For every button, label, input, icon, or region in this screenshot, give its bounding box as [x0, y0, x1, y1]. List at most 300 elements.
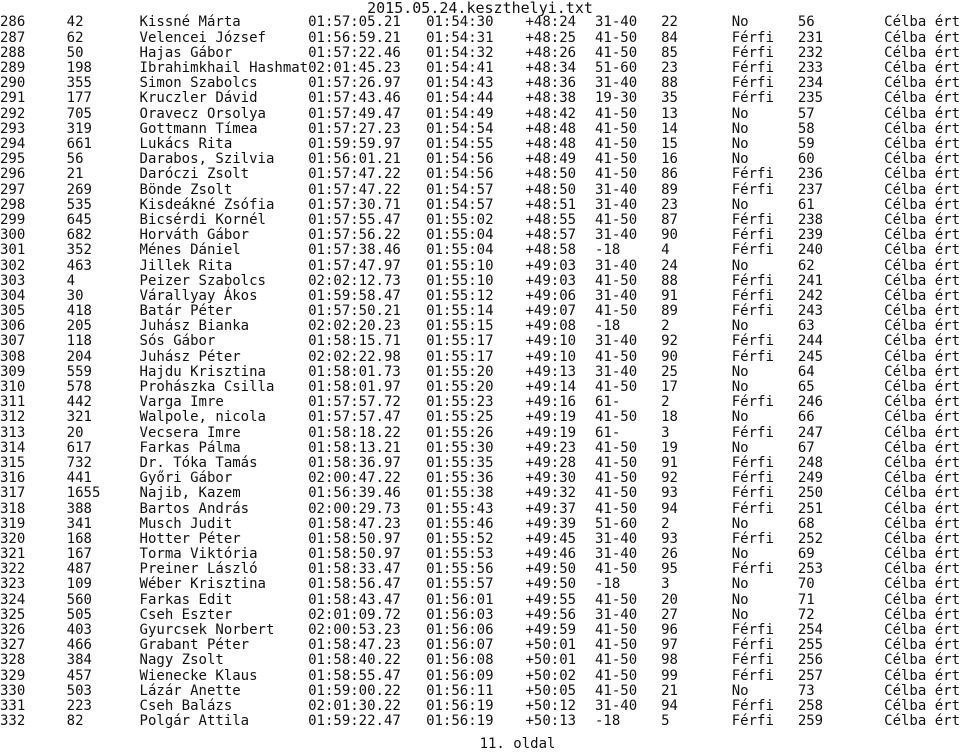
- table-row: [0, 684, 960, 699]
- cell-age-group-place: 89: [661, 303, 678, 320]
- cell-age-group: 41-50: [594, 272, 638, 289]
- cell-status: Célba ért: [884, 424, 960, 441]
- cell-name: Grabant Péter: [139, 637, 250, 654]
- cell-gap: +49:19: [525, 409, 577, 426]
- table-row: [0, 441, 960, 456]
- cell-age-group: 31-40: [594, 333, 638, 350]
- cell-age-group: 41-50: [594, 166, 638, 183]
- table-row: [0, 365, 960, 380]
- cell-gap: +49:06: [525, 287, 577, 304]
- cell-bib: 352: [66, 242, 92, 259]
- cell-status: Célba ért: [884, 227, 960, 244]
- cell-bib: 388: [66, 500, 92, 517]
- cell-name: Ménes Dániel: [139, 242, 241, 259]
- cell-bib: 62: [66, 29, 84, 46]
- cell-place: 289: [0, 60, 26, 77]
- cell-gender: Férfi: [731, 454, 774, 471]
- cell-age-group: 41-50: [594, 44, 638, 61]
- cell-place: 330: [0, 682, 26, 699]
- cell-net-time: 01:56:01: [426, 591, 494, 608]
- cell-place: 306: [0, 318, 26, 335]
- cell-place: 313: [0, 424, 26, 441]
- cell-gun-time: 01:57:43.46: [308, 90, 401, 107]
- cell-place: 323: [0, 576, 26, 593]
- cell-name: Wéber Krisztina: [139, 576, 266, 593]
- cell-name: Varga Imre: [139, 394, 224, 411]
- cell-status: Célba ért: [884, 90, 960, 107]
- cell-place: 329: [0, 667, 26, 684]
- cell-status: Célba ért: [884, 591, 960, 608]
- cell-bib: 21: [66, 166, 84, 183]
- cell-place: 307: [0, 333, 26, 350]
- cell-gender: Férfi: [731, 75, 774, 92]
- cell-gender-place: 257: [797, 667, 824, 684]
- cell-gender: Férfi: [731, 637, 774, 654]
- cell-gun-time: 01:58:47.23: [308, 637, 401, 654]
- cell-age-group-place: 91: [661, 454, 678, 471]
- cell-status: Célba ért: [884, 485, 960, 502]
- cell-status: Célba ért: [884, 667, 960, 684]
- cell-bib: 198: [66, 60, 92, 77]
- cell-name: Polgár Attila: [139, 713, 250, 730]
- cell-gun-time: 01:58:01.73: [308, 363, 401, 380]
- cell-gender: No: [731, 13, 749, 30]
- table-row: [0, 198, 960, 213]
- cell-age-group-place: 4: [661, 242, 670, 259]
- cell-bib: 223: [66, 697, 92, 714]
- cell-gender: Férfi: [731, 287, 774, 304]
- cell-age-group-place: 96: [661, 622, 678, 638]
- cell-gender-place: 231: [797, 29, 824, 46]
- cell-place: 290: [0, 75, 26, 92]
- cell-age-group: 19-30: [594, 90, 638, 107]
- cell-name: Farkas Edit: [139, 591, 233, 608]
- cell-place: 310: [0, 379, 26, 395]
- cell-age-group: 41-50: [594, 151, 638, 168]
- cell-age-group: -18: [594, 318, 621, 335]
- cell-gender: No: [731, 257, 749, 274]
- table-row: [0, 167, 960, 182]
- table-row: [0, 395, 960, 410]
- table-row: [0, 213, 960, 228]
- cell-name: Várallyay Ákos: [139, 287, 258, 304]
- cell-gap: +48:26: [525, 44, 577, 61]
- cell-name: Walpole, nicola: [139, 409, 266, 426]
- cell-gun-time: 02:02:20.23: [308, 318, 401, 335]
- cell-net-time: 01:55:36: [426, 470, 494, 487]
- table-row: [0, 471, 960, 486]
- cell-gender: Férfi: [731, 500, 774, 517]
- cell-status: Célba ért: [884, 439, 960, 456]
- cell-bib: 487: [66, 561, 92, 578]
- cell-gender: No: [731, 439, 749, 456]
- cell-status: Célba ért: [884, 561, 960, 578]
- cell-net-time: 01:56:11: [426, 682, 494, 699]
- table-row: [0, 714, 960, 729]
- cell-status: Célba ért: [884, 348, 960, 365]
- cell-gender: Férfi: [731, 333, 774, 350]
- cell-gun-time: 01:58:47.23: [308, 515, 401, 532]
- table-row: [0, 137, 960, 152]
- cell-age-group-place: 18: [661, 409, 678, 426]
- cell-gender: No: [731, 546, 749, 563]
- cell-age-group: 31-40: [594, 227, 638, 244]
- cell-gender-place: 236: [797, 166, 824, 183]
- cell-age-group-place: 5: [661, 713, 670, 730]
- cell-net-time: 01:54:30: [426, 13, 494, 30]
- cell-age-group-place: 90: [661, 227, 678, 244]
- cell-gun-time: 01:58:33.47: [308, 561, 401, 578]
- cell-age-group: 41-50: [594, 667, 638, 684]
- cell-bib: 168: [66, 530, 92, 547]
- cell-age-group-place: 22: [661, 13, 678, 30]
- cell-gun-time: 01:57:55.47: [308, 211, 401, 228]
- cell-status: Célba ért: [884, 652, 960, 669]
- cell-status: Célba ért: [884, 682, 960, 699]
- cell-net-time: 01:55:17: [426, 348, 494, 365]
- cell-gap: +49:13: [525, 363, 577, 380]
- cell-net-time: 01:56:06: [426, 622, 494, 638]
- document-title: 2015.05.24.keszthelyi.txt: [367, 0, 593, 17]
- cell-bib: 732: [66, 454, 92, 471]
- cell-gender-place: 251: [797, 500, 824, 517]
- cell-gap: +50:13: [525, 713, 577, 730]
- cell-gender-place: 233: [797, 60, 824, 77]
- cell-gun-time: 02:02:12.73: [308, 272, 401, 289]
- cell-status: Célba ért: [884, 454, 960, 471]
- cell-gender-place: 58: [797, 120, 815, 137]
- cell-place: 302: [0, 257, 26, 274]
- cell-bib: 661: [66, 136, 92, 152]
- cell-bib: 341: [66, 515, 92, 532]
- cell-place: 317: [0, 485, 26, 502]
- cell-age-group: 41-50: [594, 591, 638, 608]
- cell-name: Farkas Pálma: [139, 439, 241, 456]
- cell-gender: No: [731, 682, 749, 699]
- cell-status: Célba ért: [884, 576, 960, 593]
- table-row: [0, 14, 960, 31]
- cell-place: 299: [0, 211, 26, 228]
- cell-gun-time: 02:01:30.22: [308, 697, 401, 714]
- cell-gender: Férfi: [731, 227, 774, 244]
- cell-gender: No: [731, 576, 749, 593]
- table-row: [0, 577, 960, 592]
- cell-place: 318: [0, 500, 26, 517]
- cell-age-group: 41-50: [594, 500, 638, 517]
- cell-age-group: 41-50: [594, 303, 638, 320]
- cell-gap: +48:42: [525, 105, 577, 122]
- cell-age-group-place: 85: [661, 44, 678, 61]
- cell-age-group: 41-50: [594, 682, 638, 699]
- cell-status: Célba ért: [884, 546, 960, 563]
- cell-status: Célba ért: [884, 394, 960, 411]
- cell-gap: +49:56: [525, 606, 577, 623]
- cell-gap: +50:02: [525, 667, 577, 684]
- cell-age-group: 31-40: [594, 697, 638, 714]
- cell-gap: +48:57: [525, 227, 577, 244]
- cell-gun-time: 01:57:57.47: [308, 409, 401, 426]
- cell-status: Célba ért: [884, 500, 960, 517]
- cell-status: Célba ért: [884, 136, 960, 152]
- cell-gun-time: 01:57:56.22: [308, 227, 401, 244]
- cell-gap: +48:24: [525, 13, 577, 30]
- table-row: [0, 152, 960, 167]
- cell-name: Najib, Kazem: [139, 485, 241, 502]
- cell-gap: +48:34: [525, 60, 577, 77]
- cell-status: Célba ért: [884, 272, 960, 289]
- cell-bib: 205: [66, 318, 92, 335]
- cell-gender-place: 245: [797, 348, 824, 365]
- cell-gun-time: 02:01:45.23: [308, 60, 401, 77]
- cell-gap: +49:08: [525, 318, 577, 335]
- cell-gun-time: 01:56:59.21: [308, 29, 401, 46]
- cell-age-group: 41-50: [594, 379, 638, 395]
- cell-gun-time: 01:58:40.22: [308, 652, 401, 669]
- cell-age-group-place: 84: [661, 29, 678, 46]
- cell-gender: Férfi: [731, 29, 774, 46]
- cell-gender: Férfi: [731, 181, 774, 198]
- table-row: [0, 243, 960, 258]
- cell-name: Juhász Bianka: [139, 318, 250, 335]
- cell-bib: 4: [66, 272, 76, 289]
- cell-gender: No: [731, 318, 749, 335]
- cell-place: 288: [0, 44, 26, 61]
- cell-name: Sós Gábor: [139, 333, 216, 350]
- cell-gap: +49:39: [525, 515, 577, 532]
- cell-gap: +48:36: [525, 75, 577, 92]
- table-row: [0, 638, 960, 653]
- cell-place: 297: [0, 181, 26, 198]
- cell-gap: +48:55: [525, 211, 577, 228]
- cell-net-time: 01:56:03: [426, 606, 494, 623]
- cell-status: Célba ért: [884, 530, 960, 547]
- cell-gun-time: 01:59:00.22: [308, 682, 401, 699]
- cell-net-time: 01:55:52: [426, 530, 494, 547]
- cell-place: 303: [0, 272, 26, 289]
- cell-gun-time: 01:58:13.21: [308, 439, 401, 456]
- cell-gender-place: 241: [797, 272, 824, 289]
- cell-place: 292: [0, 105, 26, 122]
- cell-age-group-place: 17: [661, 379, 678, 395]
- cell-name: Batár Péter: [139, 303, 233, 320]
- table-row: [0, 425, 960, 440]
- cell-gender-place: 73: [797, 682, 815, 699]
- cell-place: 296: [0, 166, 26, 183]
- cell-place: 308: [0, 348, 26, 365]
- cell-name: Horváth Gábor: [139, 227, 250, 244]
- cell-age-group-place: 2: [661, 515, 670, 532]
- cell-age-group: 41-50: [594, 652, 638, 669]
- cell-age-group-place: 27: [661, 606, 678, 623]
- cell-status: Célba ért: [884, 75, 960, 92]
- cell-place: 332: [0, 713, 26, 730]
- cell-gender-place: 60: [797, 151, 815, 168]
- cell-bib: 109: [66, 576, 92, 593]
- cell-gun-time: 01:57:38.46: [308, 242, 401, 259]
- cell-bib: 167: [66, 546, 92, 563]
- cell-gender-place: 253: [797, 561, 824, 578]
- cell-gap: +49:32: [525, 485, 577, 502]
- cell-gender: No: [731, 606, 749, 623]
- cell-place: 331: [0, 697, 26, 714]
- cell-name: Ibrahimkhail Hashmat: [139, 60, 309, 77]
- cell-age-group: 61-: [594, 424, 621, 441]
- cell-bib: 50: [66, 44, 84, 61]
- cell-gap: +48:48: [525, 136, 577, 152]
- cell-gender-place: 71: [797, 591, 815, 608]
- cell-gender: No: [731, 136, 749, 152]
- table-row: [0, 274, 960, 289]
- cell-gender-place: 240: [797, 242, 824, 259]
- cell-gun-time: 01:57:05.21: [308, 13, 401, 30]
- cell-gun-time: 01:58:01.97: [308, 379, 401, 395]
- cell-gender: No: [731, 515, 749, 532]
- cell-net-time: 01:55:02: [426, 211, 494, 228]
- cell-bib: 321: [66, 409, 92, 426]
- cell-net-time: 01:54:41: [426, 60, 494, 77]
- cell-net-time: 01:55:43: [426, 500, 494, 517]
- cell-gender: Férfi: [731, 303, 774, 320]
- cell-gun-time: 01:59:22.47: [308, 713, 401, 730]
- cell-gender-place: 56: [797, 13, 815, 30]
- table-row: [0, 107, 960, 122]
- cell-gun-time: 02:00:29.73: [308, 500, 401, 517]
- cell-name: Dr. Tóka Tamás: [139, 454, 258, 471]
- cell-gap: +50:05: [525, 682, 577, 699]
- cell-gun-time: 01:57:26.97: [308, 75, 401, 92]
- cell-net-time: 01:54:57: [426, 181, 494, 198]
- cell-name: Kissné Márta: [139, 13, 241, 30]
- cell-gender: No: [731, 105, 749, 122]
- cell-name: Hajas Gábor: [139, 44, 233, 61]
- cell-gun-time: 01:58:56.47: [308, 576, 401, 593]
- cell-net-time: 01:55:04: [426, 242, 494, 259]
- table-row: [0, 668, 960, 683]
- cell-name: Bicsérdi Kornél: [139, 211, 266, 228]
- cell-gender: Férfi: [731, 530, 774, 547]
- cell-gender-place: 66: [797, 409, 815, 426]
- cell-bib: 42: [66, 13, 84, 30]
- cell-place: 293: [0, 120, 26, 137]
- cell-age-group: 41-50: [594, 211, 638, 228]
- cell-name: Kruczler Dávid: [139, 90, 258, 107]
- table-row: [0, 547, 960, 562]
- table-row: [0, 501, 960, 516]
- cell-name: Vecsera Imre: [139, 424, 241, 441]
- cell-name: Cseh Eszter: [139, 606, 233, 623]
- cell-gender-place: 235: [797, 90, 824, 107]
- cell-age-group: 41-50: [594, 485, 638, 502]
- cell-net-time: 01:55:10: [426, 272, 494, 289]
- table-row: [0, 182, 960, 197]
- cell-age-group: 41-50: [594, 622, 638, 638]
- cell-name: Hotter Péter: [139, 530, 241, 547]
- cell-gender-place: 255: [797, 637, 824, 654]
- table-row: [0, 46, 960, 61]
- results-table-body: [0, 14, 960, 729]
- cell-age-group: 41-50: [594, 561, 638, 578]
- cell-status: Célba ért: [884, 196, 960, 213]
- cell-net-time: 01:55:53: [426, 546, 494, 563]
- cell-gender-place: 61: [797, 196, 815, 213]
- cell-age-group-place: 20: [661, 591, 678, 608]
- cell-age-group-place: 14: [661, 120, 678, 137]
- cell-bib: 645: [66, 211, 92, 228]
- cell-gender: No: [731, 379, 749, 395]
- cell-age-group: 31-40: [594, 75, 638, 92]
- cell-net-time: 01:54:55: [426, 136, 494, 152]
- cell-name: Cseh Balázs: [139, 697, 233, 714]
- cell-gun-time: 02:00:53.23: [308, 622, 401, 638]
- cell-net-time: 01:56:19: [426, 713, 494, 730]
- cell-gap: +48:38: [525, 90, 577, 107]
- cell-gender-place: 59: [797, 136, 815, 152]
- cell-age-group-place: 21: [661, 682, 678, 699]
- cell-age-group: -18: [594, 242, 621, 259]
- cell-place: 311: [0, 394, 26, 411]
- cell-place: 298: [0, 196, 26, 213]
- cell-gap: +48:49: [525, 151, 577, 168]
- results-table: [0, 14, 960, 729]
- cell-gun-time: 01:57:47.97: [308, 257, 401, 274]
- cell-gender-place: 256: [797, 652, 824, 669]
- cell-gender: Férfi: [731, 394, 774, 411]
- cell-bib: 705: [66, 105, 92, 122]
- cell-gun-time: 01:56:01.21: [308, 151, 401, 168]
- cell-net-time: 01:55:26: [426, 424, 494, 441]
- cell-status: Célba ért: [884, 211, 960, 228]
- cell-age-group-place: 87: [661, 211, 678, 228]
- cell-gun-time: 01:58:15.71: [308, 333, 401, 350]
- cell-gun-time: 01:57:57.72: [308, 394, 401, 411]
- cell-bib: 82: [66, 713, 84, 730]
- table-row: [0, 304, 960, 319]
- cell-net-time: 01:55:56: [426, 561, 494, 578]
- table-row: [0, 319, 960, 334]
- cell-gun-time: 01:57:49.47: [308, 105, 401, 122]
- cell-age-group-place: 26: [661, 546, 678, 563]
- cell-age-group: 31-40: [594, 606, 638, 623]
- cell-place: 314: [0, 439, 26, 456]
- cell-age-group-place: 93: [661, 530, 678, 547]
- cell-status: Célba ért: [884, 318, 960, 335]
- cell-gender-place: 247: [797, 424, 824, 441]
- cell-gender-place: 252: [797, 530, 824, 547]
- cell-gender: No: [731, 120, 749, 137]
- cell-name: Bönde Zsolt: [139, 181, 233, 198]
- cell-gap: +49:37: [525, 500, 577, 517]
- cell-gap: +49:45: [525, 530, 577, 547]
- cell-age-group: 41-50: [594, 409, 638, 426]
- cell-net-time: 01:54:56: [426, 151, 494, 168]
- cell-age-group: -18: [594, 713, 621, 730]
- cell-net-time: 01:55:35: [426, 454, 494, 471]
- cell-status: Célba ért: [884, 13, 960, 30]
- cell-gender-place: 69: [797, 546, 815, 563]
- cell-name: Jillek Rita: [139, 257, 233, 274]
- cell-age-group-place: 3: [661, 576, 670, 593]
- cell-gun-time: 02:02:22.98: [308, 348, 401, 365]
- cell-bib: 118: [66, 333, 92, 350]
- cell-bib: 319: [66, 120, 92, 137]
- cell-name: Torma Viktória: [139, 546, 258, 563]
- cell-gender: Férfi: [731, 44, 774, 61]
- cell-name: Bartos András: [139, 500, 250, 517]
- cell-bib: 20: [66, 424, 84, 441]
- cell-age-group-place: 23: [661, 60, 678, 77]
- cell-age-group-place: 16: [661, 151, 678, 168]
- cell-gender-place: 242: [797, 287, 824, 304]
